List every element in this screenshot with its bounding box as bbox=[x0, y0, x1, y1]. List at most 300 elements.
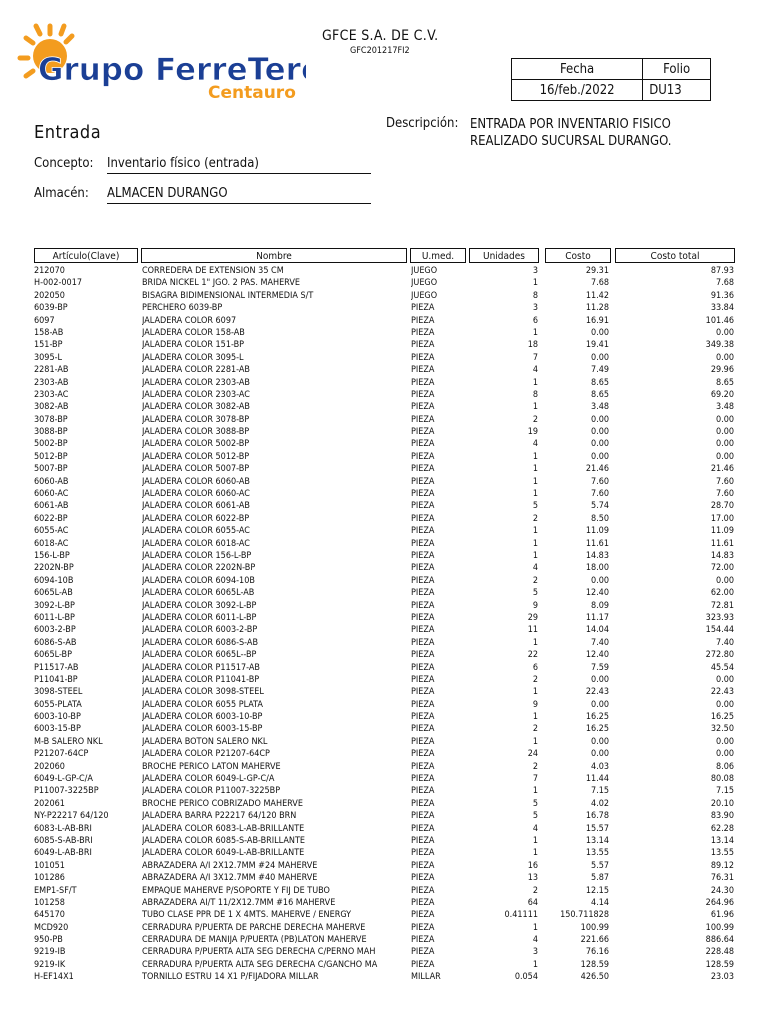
cell-umed: PIEZA bbox=[411, 315, 435, 326]
cell-clave: 2281-AB bbox=[34, 365, 69, 376]
cell-costo: 16.25 bbox=[585, 724, 609, 735]
table-row bbox=[0, 785, 768, 797]
table-row bbox=[0, 897, 768, 909]
cell-costo: 15.57 bbox=[585, 823, 609, 834]
cell-umed: PIEZA bbox=[411, 550, 435, 561]
cell-clave: 212070 bbox=[34, 266, 65, 276]
cell-umed: PIEZA bbox=[411, 687, 435, 698]
cell-costo: 19.41 bbox=[585, 340, 609, 351]
table-row bbox=[0, 290, 768, 302]
concepto-label: Concepto: bbox=[34, 156, 94, 171]
table-row bbox=[0, 934, 768, 946]
cell-costo: 0.00 bbox=[590, 451, 609, 462]
cell-costo-total: 20.10 bbox=[710, 798, 734, 809]
cell-costo: 0.00 bbox=[590, 575, 609, 586]
table-row bbox=[0, 699, 768, 711]
cell-clave: 151-BP bbox=[34, 340, 63, 351]
fecha-folio-box bbox=[511, 58, 711, 101]
cell-umed: JUEGO bbox=[411, 290, 438, 301]
cell-unidades: 1 bbox=[532, 848, 538, 859]
cell-umed: PIEZA bbox=[411, 873, 435, 884]
cell-umed: PIEZA bbox=[411, 897, 435, 908]
cell-umed: PIEZA bbox=[411, 811, 435, 822]
cell-umed: PIEZA bbox=[411, 427, 435, 438]
cell-unidades: 2 bbox=[532, 674, 538, 685]
cell-umed: PIEZA bbox=[411, 303, 435, 314]
cell-clave: 6003-15-BP bbox=[34, 724, 81, 735]
cell-costo-total: 22.43 bbox=[710, 687, 734, 698]
table-row bbox=[0, 736, 768, 748]
cell-nombre: JALADERA COLOR 6065L--BP bbox=[142, 650, 257, 661]
cell-unidades: 5 bbox=[532, 798, 538, 809]
cell-umed: PIEZA bbox=[411, 712, 435, 723]
cell-unidades: 13 bbox=[527, 873, 538, 884]
cell-unidades: 2 bbox=[532, 575, 538, 586]
cell-nombre: JALADERA COLOR 6018-AC bbox=[142, 538, 250, 549]
cell-costo: 7.40 bbox=[590, 637, 609, 648]
cell-nombre: JALADERA COLOR 6060-AC bbox=[142, 489, 250, 500]
cell-unidades: 1 bbox=[532, 278, 538, 289]
cell-umed: PIEZA bbox=[411, 910, 435, 921]
cell-costo: 11.44 bbox=[585, 774, 609, 785]
cell-umed: PIEZA bbox=[411, 513, 435, 524]
cell-nombre: JALADERA COLOR 6055-AC bbox=[142, 526, 250, 537]
table-row bbox=[0, 835, 768, 847]
cell-costo-total: 76.31 bbox=[710, 873, 734, 884]
cell-clave: 3095-L bbox=[34, 352, 63, 363]
table-row bbox=[0, 860, 768, 872]
cell-nombre: JALADERA COLOR 3088-BP bbox=[142, 427, 250, 438]
cell-costo-total: 89.12 bbox=[710, 860, 734, 871]
cell-nombre: JALADERA COLOR 2202N-BP bbox=[142, 563, 256, 574]
table-row bbox=[0, 525, 768, 537]
cell-costo-total: 62.00 bbox=[710, 588, 734, 599]
document-title: Entrada bbox=[34, 122, 102, 143]
cell-nombre: JALADERA COLOR 6011-L-BP bbox=[142, 612, 257, 623]
cell-clave: 6094-10B bbox=[34, 575, 74, 586]
table-row bbox=[0, 810, 768, 822]
cell-nombre: BRIDA NICKEL 1" JGO. 2 PAS. MAHERVE bbox=[142, 278, 300, 289]
cell-umed: PIEZA bbox=[411, 526, 435, 537]
logo-text-sub: Centauro bbox=[208, 83, 296, 102]
cell-unidades: 64 bbox=[527, 897, 538, 908]
cell-umed: PIEZA bbox=[411, 699, 435, 710]
cell-umed: PIEZA bbox=[411, 352, 435, 363]
cell-unidades: 5 bbox=[532, 588, 538, 599]
cell-costo: 4.02 bbox=[590, 798, 609, 809]
cell-clave: 6049-L-AB-BRI bbox=[34, 848, 92, 859]
cell-costo: 22.43 bbox=[585, 687, 609, 698]
cell-nombre: JALADERA COLOR 6003-2-BP bbox=[142, 625, 258, 636]
cell-nombre: ABRAZADERA A/I 3X12.7MM #40 MAHERVE bbox=[142, 873, 318, 884]
cell-costo: 14.04 bbox=[585, 625, 609, 636]
cell-umed: PIEZA bbox=[411, 835, 435, 846]
cell-nombre: CERRADURA P/PUERTA ALTA SEG DERECHA C/GANCHO MA bbox=[142, 959, 378, 970]
table-row bbox=[0, 500, 768, 512]
cell-costo: 7.60 bbox=[590, 476, 609, 487]
cell-nombre: JALADERA COLOR 3082-AB bbox=[142, 402, 250, 413]
cell-unidades: 4 bbox=[532, 935, 538, 946]
cell-costo-total: 8.65 bbox=[715, 377, 734, 388]
cell-costo-total: 3.48 bbox=[715, 402, 734, 413]
cell-costo-total: 87.93 bbox=[710, 266, 734, 276]
cell-umed: PIEZA bbox=[411, 947, 435, 958]
cell-clave: EMP1-SF/T bbox=[34, 885, 77, 896]
cell-umed: PIEZA bbox=[411, 575, 435, 586]
cell-clave: 2303-AC bbox=[34, 389, 69, 400]
table-row bbox=[0, 339, 768, 351]
cell-costo-total: 349.38 bbox=[705, 340, 734, 351]
cell-unidades: 8 bbox=[532, 290, 538, 301]
cell-costo: 7.49 bbox=[590, 365, 609, 376]
cell-costo: 0.00 bbox=[590, 427, 609, 438]
company-code: GFC201217FI2 bbox=[350, 46, 410, 56]
cell-clave: 6083-L-AB-BRI bbox=[34, 823, 92, 834]
cell-costo-total: 80.08 bbox=[710, 774, 734, 785]
cell-clave: P11517-AB bbox=[34, 662, 79, 673]
cell-umed: PIEZA bbox=[411, 588, 435, 599]
cell-clave: 101286 bbox=[34, 873, 65, 884]
cell-nombre: JALADERA BOTON SALERO NKL bbox=[142, 736, 268, 747]
fecha-value: 16/feb./2022 bbox=[512, 80, 643, 101]
cell-clave: 6049-L-GP-C/A bbox=[34, 774, 93, 785]
fecha-label: Fecha bbox=[512, 59, 643, 80]
cell-umed: PIEZA bbox=[411, 501, 435, 512]
table-row bbox=[0, 488, 768, 500]
cell-costo-total: 0.00 bbox=[715, 699, 734, 710]
cell-nombre: JALADERA COLOR 6055 PLATA bbox=[142, 699, 263, 710]
cell-nombre: JALADERA COLOR 2303-AB bbox=[142, 377, 250, 388]
cell-costo-total: 33.84 bbox=[710, 303, 734, 314]
table-row bbox=[0, 946, 768, 958]
cell-costo-total: 24.30 bbox=[710, 885, 734, 896]
cell-nombre: JALADERA COLOR 2281-AB bbox=[142, 365, 250, 376]
cell-unidades: 0.054 bbox=[514, 972, 538, 983]
cell-costo: 13.14 bbox=[585, 835, 609, 846]
cell-clave: 202061 bbox=[34, 798, 65, 809]
cell-costo-total: 17.00 bbox=[710, 513, 734, 524]
cell-nombre: JALADERA COLOR P11517-AB bbox=[142, 662, 260, 673]
cell-unidades: 8 bbox=[532, 389, 538, 400]
cell-costo: 4.14 bbox=[590, 897, 609, 908]
table-row bbox=[0, 277, 768, 289]
cell-nombre: JALADERA COLOR 151-BP bbox=[142, 340, 245, 351]
cell-unidades: 16 bbox=[527, 860, 538, 871]
cell-costo-total: 0.00 bbox=[715, 352, 734, 363]
cell-nombre: JALADERA COLOR 5002-BP bbox=[142, 439, 250, 450]
cell-nombre: JALADERA COLOR 6065L-AB bbox=[142, 588, 255, 599]
cell-unidades: 1 bbox=[532, 327, 538, 338]
cell-unidades: 9 bbox=[532, 600, 538, 611]
cell-costo-total: 62.28 bbox=[710, 823, 734, 834]
cell-clave: 202050 bbox=[34, 290, 65, 301]
table-row bbox=[0, 315, 768, 327]
cell-costo: 12.15 bbox=[585, 885, 609, 896]
cell-unidades: 19 bbox=[527, 427, 538, 438]
descripcion-line-1: ENTRADA POR INVENTARIO FISICO bbox=[470, 117, 671, 132]
cell-nombre: JALADERA COLOR 6097 bbox=[142, 315, 237, 326]
cell-costo-total: 29.96 bbox=[710, 365, 734, 376]
table-row bbox=[0, 612, 768, 624]
table-row bbox=[0, 674, 768, 686]
cell-costo-total: 128.59 bbox=[705, 959, 734, 970]
cell-costo: 8.65 bbox=[590, 389, 609, 400]
cell-nombre: JALADERA BARRA P22217 64/120 BRN bbox=[142, 811, 297, 822]
cell-clave: 3092-L-BP bbox=[34, 600, 75, 611]
cell-unidades: 22 bbox=[527, 650, 538, 661]
cell-costo-total: 0.00 bbox=[715, 439, 734, 450]
table-row bbox=[0, 389, 768, 401]
table-row bbox=[0, 662, 768, 674]
cell-nombre: JALADERA COLOR P11007-3225BP bbox=[142, 786, 281, 797]
cell-costo: 0.00 bbox=[590, 674, 609, 685]
cell-nombre: JALADERA COLOR 6061-AB bbox=[142, 501, 250, 512]
cell-costo: 7.60 bbox=[590, 489, 609, 500]
cell-nombre: JALADERA COLOR 3078-BP bbox=[142, 414, 250, 425]
descripcion-label: Descripción: bbox=[386, 116, 459, 131]
table-row bbox=[0, 587, 768, 599]
cell-umed: PIEZA bbox=[411, 935, 435, 946]
cell-costo-total: 28.70 bbox=[710, 501, 734, 512]
cell-clave: MCD920 bbox=[34, 922, 69, 933]
cell-costo: 29.31 bbox=[585, 266, 609, 276]
cell-costo: 0.00 bbox=[590, 699, 609, 710]
cell-umed: PIEZA bbox=[411, 637, 435, 648]
table-row bbox=[0, 401, 768, 413]
cell-umed: PIEZA bbox=[411, 724, 435, 735]
logo-text-main: Grupo FerreTero bbox=[38, 52, 306, 88]
cell-unidades: 1 bbox=[532, 377, 538, 388]
cell-costo: 7.59 bbox=[590, 662, 609, 673]
table-row bbox=[0, 463, 768, 475]
cell-clave: 6061-AB bbox=[34, 501, 69, 512]
cell-umed: PIEZA bbox=[411, 451, 435, 462]
cell-nombre: CERRADURA P/PUERTA DE PARCHE DERECHA MAHERVE bbox=[142, 922, 366, 933]
cell-nombre: JALADERA COLOR 6049-L-GP-C/A bbox=[142, 774, 275, 785]
cell-costo-total: 100.99 bbox=[705, 922, 734, 933]
table-row bbox=[0, 823, 768, 835]
cell-costo: 8.65 bbox=[590, 377, 609, 388]
cell-umed: PIEZA bbox=[411, 885, 435, 896]
company-name: GFCE S.A. DE C.V. bbox=[322, 28, 439, 44]
cell-unidades: 1 bbox=[532, 687, 538, 698]
table-row bbox=[0, 364, 768, 376]
cell-costo: 11.09 bbox=[585, 526, 609, 537]
cell-umed: PIEZA bbox=[411, 749, 435, 760]
cell-umed: PIEZA bbox=[411, 600, 435, 611]
cell-unidades: 1 bbox=[532, 526, 538, 537]
table-row bbox=[0, 600, 768, 612]
cell-costo-total: 21.46 bbox=[710, 464, 734, 475]
cell-umed: PIEZA bbox=[411, 922, 435, 933]
header-costo: Costo bbox=[545, 248, 611, 263]
cell-nombre: JALADERA COLOR 156-L-BP bbox=[142, 550, 252, 561]
descripcion-text bbox=[470, 116, 750, 150]
cell-unidades: 4 bbox=[532, 823, 538, 834]
cell-nombre: JALADERA COLOR 6094-10B bbox=[142, 575, 255, 586]
cell-costo-total: 72.81 bbox=[710, 600, 734, 611]
cell-costo: 12.40 bbox=[585, 650, 609, 661]
cell-umed: PIEZA bbox=[411, 625, 435, 636]
table-row bbox=[0, 451, 768, 463]
cell-nombre: ABRAZADERA AI/T 11/2X12.7MM #16 MAHERVE bbox=[142, 897, 336, 908]
cell-costo: 5.57 bbox=[590, 860, 609, 871]
cell-nombre: CERRADURA P/PUERTA ALTA SEG DERECHA C/PERNO MAH bbox=[142, 947, 376, 958]
cell-clave: 101258 bbox=[34, 897, 65, 908]
cell-unidades: 3 bbox=[532, 266, 538, 276]
folio-value: DU13 bbox=[643, 80, 711, 101]
table-row bbox=[0, 624, 768, 636]
concepto-value: Inventario físico (entrada) bbox=[107, 156, 371, 174]
table-row bbox=[0, 426, 768, 438]
cell-costo: 21.46 bbox=[585, 464, 609, 475]
table-row bbox=[0, 922, 768, 934]
cell-nombre: JALADERA COLOR 5012-BP bbox=[142, 451, 250, 462]
table-row bbox=[0, 959, 768, 971]
header-unidades: Unidades bbox=[469, 248, 539, 263]
cell-costo-total: 23.03 bbox=[710, 972, 734, 983]
cell-clave: 9219-IB bbox=[34, 947, 66, 958]
cell-costo: 7.68 bbox=[590, 278, 609, 289]
table-row bbox=[0, 414, 768, 426]
cell-unidades: 5 bbox=[532, 501, 538, 512]
cell-umed: PIEZA bbox=[411, 389, 435, 400]
cell-costo: 8.50 bbox=[590, 513, 609, 524]
table-row bbox=[0, 550, 768, 562]
cell-nombre: CERRADURA DE MANIJA P/PUERTA (PB)LATON MAHERVE bbox=[142, 935, 367, 946]
cell-clave: 3078-BP bbox=[34, 414, 68, 425]
cell-nombre: BISAGRA BIDIMENSIONAL INTERMEDIA S/T bbox=[142, 290, 314, 301]
cell-nombre: JALADERA COLOR 2303-AC bbox=[142, 389, 250, 400]
cell-clave: 3088-BP bbox=[34, 427, 68, 438]
almacen-value: ALMACEN DURANGO bbox=[107, 186, 371, 204]
cell-clave: 6022-BP bbox=[34, 513, 68, 524]
cell-clave: P11007-3225BP bbox=[34, 786, 99, 797]
cell-nombre: JALADERA COLOR 6083-L-AB-BRILLANTE bbox=[142, 823, 305, 834]
cell-nombre: JALADERA COLOR P11041-BP bbox=[142, 674, 260, 685]
cell-clave: 6060-AC bbox=[34, 489, 69, 500]
cell-clave: 6065L-AB bbox=[34, 588, 73, 599]
cell-nombre: JALADERA COLOR 6049-L-AB-BRILLANTE bbox=[142, 848, 305, 859]
cell-costo: 0.00 bbox=[590, 414, 609, 425]
cell-umed: PIEZA bbox=[411, 848, 435, 859]
cell-unidades: 1 bbox=[532, 959, 538, 970]
cell-nombre: JALADERA COLOR 5007-BP bbox=[142, 464, 250, 475]
cell-unidades: 1 bbox=[532, 786, 538, 797]
cell-clave: 202060 bbox=[34, 761, 65, 772]
cell-umed: PIEZA bbox=[411, 662, 435, 673]
cell-costo: 3.48 bbox=[590, 402, 609, 413]
cell-unidades: 18 bbox=[527, 340, 538, 351]
cell-unidades: 1 bbox=[532, 476, 538, 487]
cell-umed: PIEZA bbox=[411, 612, 435, 623]
cell-costo-total: 11.09 bbox=[710, 526, 734, 537]
table-row bbox=[0, 748, 768, 760]
table-row bbox=[0, 327, 768, 339]
cell-costo: 11.28 bbox=[585, 303, 609, 314]
cell-costo-total: 69.20 bbox=[710, 389, 734, 400]
header-umed: U.med. bbox=[410, 248, 466, 263]
table-row bbox=[0, 265, 768, 277]
cell-unidades: 1 bbox=[532, 451, 538, 462]
cell-costo: 18.00 bbox=[585, 563, 609, 574]
cell-costo: 7.15 bbox=[590, 786, 609, 797]
cell-umed: JUEGO bbox=[411, 266, 438, 276]
cell-nombre: JALADERA COLOR 6086-S-AB bbox=[142, 637, 259, 648]
cell-clave: 6055-PLATA bbox=[34, 699, 82, 710]
cell-costo-total: 0.00 bbox=[715, 427, 734, 438]
cell-nombre: JALADERA COLOR 158-AB bbox=[142, 327, 245, 338]
cell-nombre: JALADERA COLOR 6003-10-BP bbox=[142, 712, 263, 723]
cell-costo: 16.25 bbox=[585, 712, 609, 723]
cell-costo: 14.83 bbox=[585, 550, 609, 561]
cell-unidades: 6 bbox=[532, 662, 538, 673]
cell-costo-total: 0.00 bbox=[715, 327, 734, 338]
cell-umed: PIEZA bbox=[411, 798, 435, 809]
cell-unidades: 4 bbox=[532, 563, 538, 574]
cell-umed: PIEZA bbox=[411, 736, 435, 747]
cell-unidades: 2 bbox=[532, 761, 538, 772]
table-row bbox=[0, 885, 768, 897]
cell-clave: 645170 bbox=[34, 910, 65, 921]
cell-clave: M-B SALERO NKL bbox=[34, 736, 103, 747]
cell-costo-total: 0.00 bbox=[715, 749, 734, 760]
cell-costo: 11.17 bbox=[585, 612, 609, 623]
items-table bbox=[0, 265, 768, 984]
cell-clave: 3098-STEEL bbox=[34, 687, 83, 698]
cell-costo: 16.78 bbox=[585, 811, 609, 822]
cell-unidades: 1 bbox=[532, 538, 538, 549]
cell-unidades: 1 bbox=[532, 835, 538, 846]
cell-costo-total: 91.36 bbox=[710, 290, 734, 301]
cell-umed: PIEZA bbox=[411, 860, 435, 871]
table-row bbox=[0, 686, 768, 698]
cell-costo-total: 32.50 bbox=[710, 724, 734, 735]
table-row bbox=[0, 723, 768, 735]
cell-umed: JUEGO bbox=[411, 278, 438, 289]
cell-nombre: EMPAQUE MAHERVE P/SOPORTE Y FIJ DE TUBO bbox=[142, 885, 330, 896]
logo-graphic bbox=[16, 22, 306, 102]
cell-unidades: 24 bbox=[527, 749, 538, 760]
cell-unidades: 2 bbox=[532, 885, 538, 896]
cell-costo-total: 13.14 bbox=[710, 835, 734, 846]
cell-costo-total: 323.93 bbox=[705, 612, 734, 623]
table-row bbox=[0, 649, 768, 661]
cell-umed: PIEZA bbox=[411, 439, 435, 450]
cell-costo-total: 886.64 bbox=[705, 935, 734, 946]
cell-costo-total: 8.06 bbox=[715, 761, 734, 772]
table-row bbox=[0, 909, 768, 921]
cell-clave: 5007-BP bbox=[34, 464, 68, 475]
cell-umed: PIEZA bbox=[411, 786, 435, 797]
cell-costo-total: 13.55 bbox=[710, 848, 734, 859]
cell-costo-total: 72.00 bbox=[710, 563, 734, 574]
cell-nombre: CORREDERA DE EXTENSION 35 CM bbox=[142, 266, 284, 276]
cell-costo-total: 61.96 bbox=[710, 910, 734, 921]
cell-clave: 6055-AC bbox=[34, 526, 69, 537]
cell-unidades: 7 bbox=[532, 774, 538, 785]
cell-nombre: TUBO CLASE PPR DE 1 X 4MTS. MAHERVE / ENERGY bbox=[142, 910, 352, 921]
cell-costo-total: 7.15 bbox=[715, 786, 734, 797]
cell-umed: PIEZA bbox=[411, 563, 435, 574]
cell-unidades: 11 bbox=[527, 625, 538, 636]
cell-nombre: JALADERA COLOR 6022-BP bbox=[142, 513, 250, 524]
cell-unidades: 1 bbox=[532, 550, 538, 561]
cell-clave: 6003-10-BP bbox=[34, 712, 81, 723]
cell-umed: PIEZA bbox=[411, 823, 435, 834]
cell-unidades: 3 bbox=[532, 303, 538, 314]
table-row bbox=[0, 872, 768, 884]
